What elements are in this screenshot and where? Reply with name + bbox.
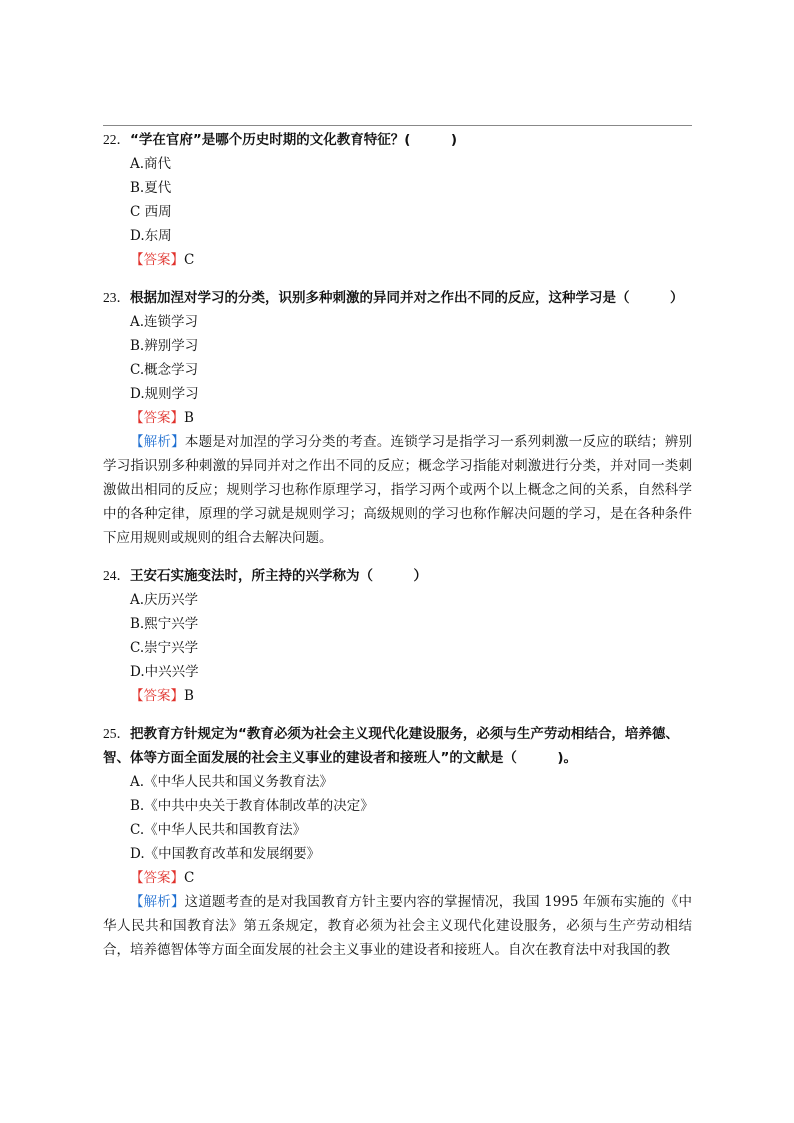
question-page: [103, 128, 692, 976]
answer-value: B: [184, 688, 194, 704]
question-stem: [103, 128, 692, 152]
answer-line: [103, 406, 692, 430]
question-number: 22．: [103, 132, 130, 147]
answer-value: C: [184, 870, 195, 886]
explanation: [103, 890, 692, 962]
option-d: D.中兴兴学: [130, 664, 199, 680]
option-a: A.《中华人民共和国义务教育法》: [130, 774, 334, 790]
answer-value: C: [184, 252, 195, 268]
explanation-label: 【解析】: [130, 434, 185, 450]
question-number: 23．: [103, 290, 130, 305]
question-stem: [103, 722, 692, 770]
option-d: D.《中国教育改革和发展纲要》: [130, 846, 321, 862]
answer-label: 【答案】: [130, 252, 184, 268]
option-b: B.《中共中央关于教育体制改革的决定》: [130, 798, 374, 814]
option-b: B.辨别学习: [130, 338, 199, 354]
question-number: 25．: [103, 726, 130, 741]
option-a: A.商代: [130, 156, 172, 172]
option-c: C.概念学习: [130, 362, 199, 378]
question-stem: [103, 286, 692, 310]
question-22: [103, 128, 692, 272]
option-c: C.《中华人民共和国教育法》: [130, 822, 307, 838]
option-d: D.规则学习: [130, 386, 199, 402]
option-c: C 西周: [130, 204, 172, 220]
question-text: 王安石实施变法时，所主持的兴学称为（ ）: [130, 568, 427, 584]
option-a: A.连锁学习: [130, 314, 199, 330]
explanation-label: 【解析】: [130, 894, 185, 910]
question-text: 根据加涅对学习的分类，识别多种刺激的异同并对之作出不同的反应，这种学习是（ ）: [130, 290, 684, 306]
answer-line: [103, 684, 692, 708]
answer-value: B: [184, 410, 194, 426]
option-b: B.熙宁兴学: [130, 616, 199, 632]
question-number: 24．: [103, 568, 130, 583]
explanation-text: 这道题考查的是对我国教育方针主要内容的掌握情况，我国 1995 年颁布实施的《中华人民共和国教育法》第五条规定，教育必须为社会主义现代化建设服务，必须与生产劳动相结合，培养德智体等方面全面发展的社会主义事业的建设者和接班人。自次在教育法中对我国的教: [103, 894, 692, 958]
question-24: [103, 564, 692, 708]
option-b: B.夏代: [130, 180, 172, 196]
option-d: D.东周: [130, 228, 172, 244]
answer-line: [103, 248, 692, 272]
header-rule: [103, 125, 692, 126]
explanation-text: 本题是对加涅的学习分类的考查。连锁学习是指学习一系列刺激一反应的联结；辨别学习指识别多种刺激的异同并对之作出不同的反应；概念学习指能对刺激进行分类，并对同一类刺激做出相同的反应；规则学习也称作原理学习，指学习两个或两个以上概念之间的关系，自然科学中的各种定律，原理的学习就是规则学习；高级规则的学习也称作解决问题的学习，是在各种条件下应用规则或规则的组合去解决问题。: [103, 434, 693, 546]
option-a: A.庆历兴学: [130, 592, 199, 608]
answer-line: [103, 866, 692, 890]
answer-label: 【答案】: [130, 870, 184, 886]
question-stem: [103, 564, 692, 588]
question-text: “学在官府”是哪个历史时期的文化教育特征？( ): [130, 132, 458, 148]
question-25: [103, 722, 692, 962]
answer-label: 【答案】: [130, 688, 184, 704]
answer-label: 【答案】: [130, 410, 184, 426]
explanation: [103, 430, 692, 550]
option-c: C.崇宁兴学: [130, 640, 199, 656]
question-text: 把教育方针规定为“教育必须为社会主义现代化建设服务，必须与生产劳动相结合，培养德、智、体等方面全面发展的社会主义事业的建设者和接班人”的文献是（ )。: [103, 726, 679, 766]
question-23: [103, 286, 692, 550]
